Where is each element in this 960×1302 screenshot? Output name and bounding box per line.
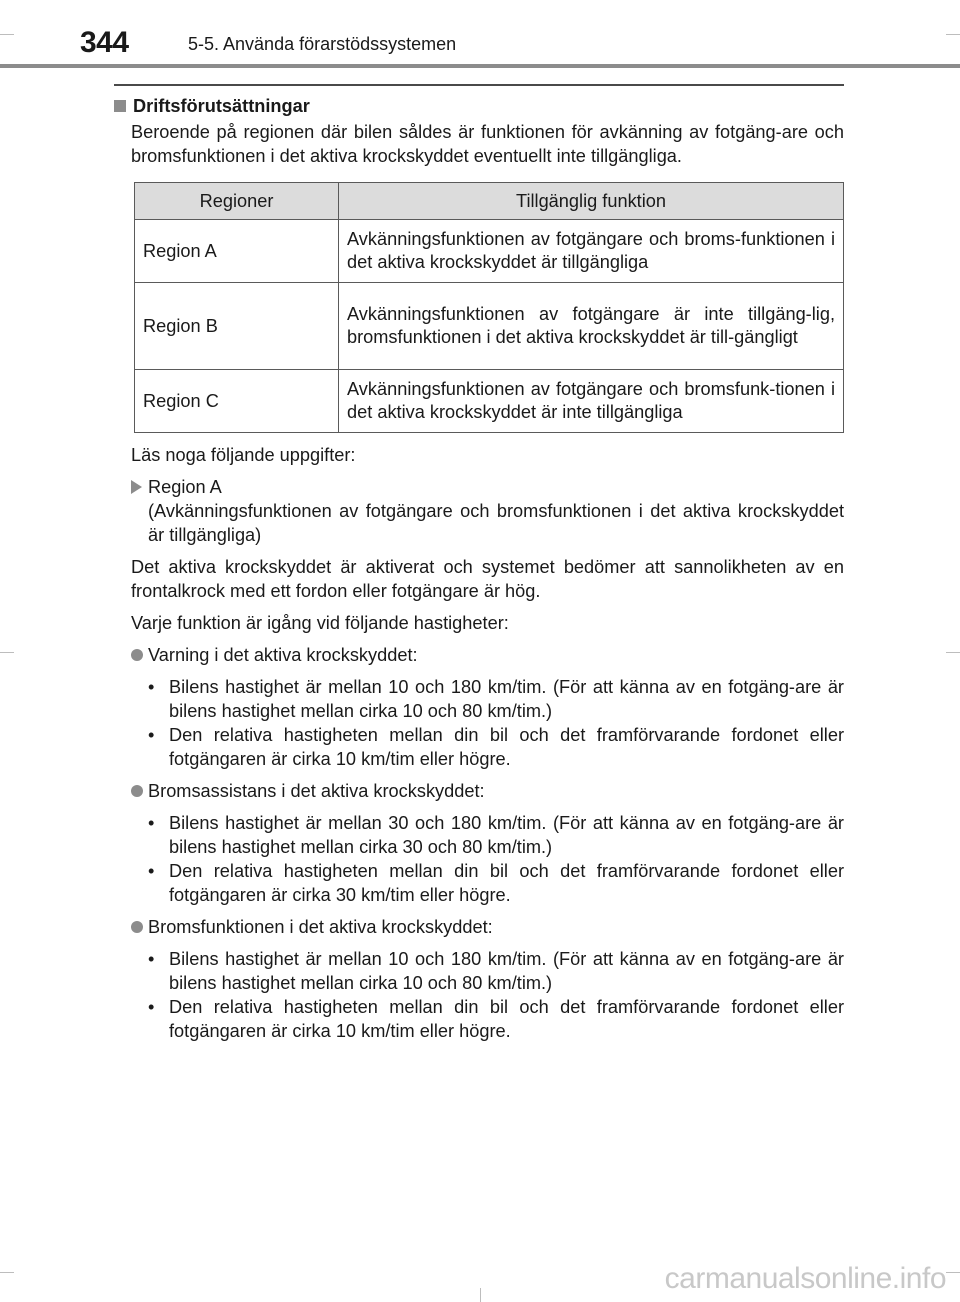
region-a-title: Region A [148, 477, 222, 497]
sub-list [114, 947, 844, 1043]
table-row [135, 283, 844, 370]
table-header-cell: Regioner [135, 183, 339, 220]
dot-bullet: • [148, 949, 155, 969]
bullet-heading [114, 779, 844, 803]
circle-bullet-icon [131, 921, 143, 933]
sub-list [114, 675, 844, 771]
section-heading [114, 94, 844, 118]
crop-mark [0, 1272, 14, 1273]
bullet-title: Bromsassistans i det aktiva krockskyddet: [148, 781, 485, 801]
regions-table [134, 182, 844, 433]
square-bullet-icon [114, 100, 126, 112]
function-cell: Avkänningsfunktionen av fotgängare och broms-funktionen i det aktiva krockskyddet är tillgängliga [339, 220, 844, 283]
region-cell: Region C [135, 370, 339, 433]
section-heading-text: Driftsförutsättningar [133, 96, 310, 116]
table-row [135, 370, 844, 433]
list-item [148, 723, 844, 771]
list-item [148, 675, 844, 723]
section-title: 5-5. Använda förarstödssystemen [188, 34, 457, 54]
dot-bullet: • [148, 861, 155, 881]
region-a-description: (Avkänningsfunktionen av fotgängare och bromsfunktionen i det aktiva krockskyddet är tillgängliga) [148, 501, 844, 545]
list-item [148, 947, 844, 995]
list-item-text: Den relativa hastigheten mellan din bil och det framförvarande fordonet eller fotgängaren är cirka 10 km/tim eller högre. [169, 997, 844, 1041]
sub-list [114, 811, 844, 907]
top-rule [114, 84, 844, 86]
intro-paragraph: Beroende på regionen där bilen såldes är funktionen för avkänning av fotgäng-are och bromsfunktionen i det aktiva krockskyddet eventuellt inte tillgängliga. [131, 122, 844, 166]
table-header-cell: Tillgänglig funktion [339, 183, 844, 220]
page-header [0, 0, 960, 68]
table-header-row [135, 183, 844, 220]
region-cell: Region A [135, 220, 339, 283]
bullet-heading [114, 643, 844, 667]
watermark: carmanualsonline.info [664, 1262, 946, 1295]
crop-mark [946, 652, 960, 653]
page-number: 344 [80, 26, 129, 59]
function-cell: Avkänningsfunktionen av fotgängare är inte tillgäng-lig, bromsfunktionen i det aktiva krockskyddet är till-gängligt [339, 283, 844, 370]
bullet-title: Bromsfunktionen i det aktiva krockskyddet: [148, 917, 493, 937]
region-cell: Region B [135, 283, 339, 370]
crop-mark [946, 1272, 960, 1273]
triangle-bullet-icon [131, 480, 142, 494]
bullet-title: Varning i det aktiva krockskyddet: [148, 645, 418, 665]
crop-mark [480, 1288, 481, 1302]
dot-bullet: • [148, 813, 155, 833]
list-item [148, 995, 844, 1043]
bullet-heading [114, 915, 844, 939]
speeds-intro: Varje funktion är igång vid följande hastigheter: [131, 613, 509, 633]
list-item-text: Den relativa hastigheten mellan din bil och det framförvarande fordonet eller fotgängaren är cirka 30 km/tim eller högre. [169, 861, 844, 905]
crop-mark [0, 652, 14, 653]
list-item-text: Bilens hastighet är mellan 30 och 180 km/tim. (För att känna av en fotgäng-are är bilens hastighet mellan cirka 30 och 80 km/tim.) [169, 813, 844, 857]
list-item-text: Bilens hastighet är mellan 10 och 180 km/tim. (För att känna av en fotgäng-are är bilens hastighet mellan cirka 10 och 80 km/tim.) [169, 677, 844, 721]
list-item [148, 859, 844, 907]
read-note: Läs noga följande uppgifter: [131, 445, 356, 465]
circle-bullet-icon [131, 649, 143, 661]
activation-paragraph: Det aktiva krockskyddet är aktiverat och systemet bedömer att sannolikheten av en frontalkrock med ett fordon eller fotgängare är hög. [131, 557, 844, 601]
list-item-text: Bilens hastighet är mellan 10 och 180 km/tim. (För att känna av en fotgäng-are är bilens hastighet mellan cirka 10 och 80 km/tim.) [169, 949, 844, 993]
function-cell: Avkänningsfunktionen av fotgängare och bromsfunk-tionen i det aktiva krockskyddet är inte tillgängliga [339, 370, 844, 433]
table-row [135, 220, 844, 283]
list-item-text: Den relativa hastigheten mellan din bil och det framförvarande fordonet eller fotgängaren är cirka 10 km/tim eller högre. [169, 725, 844, 769]
dot-bullet: • [148, 677, 155, 697]
list-item [148, 811, 844, 859]
dot-bullet: • [148, 725, 155, 745]
page-content [114, 94, 844, 1043]
header-rule [0, 64, 960, 68]
dot-bullet: • [148, 997, 155, 1017]
circle-bullet-icon [131, 785, 143, 797]
region-a-block [114, 475, 844, 547]
